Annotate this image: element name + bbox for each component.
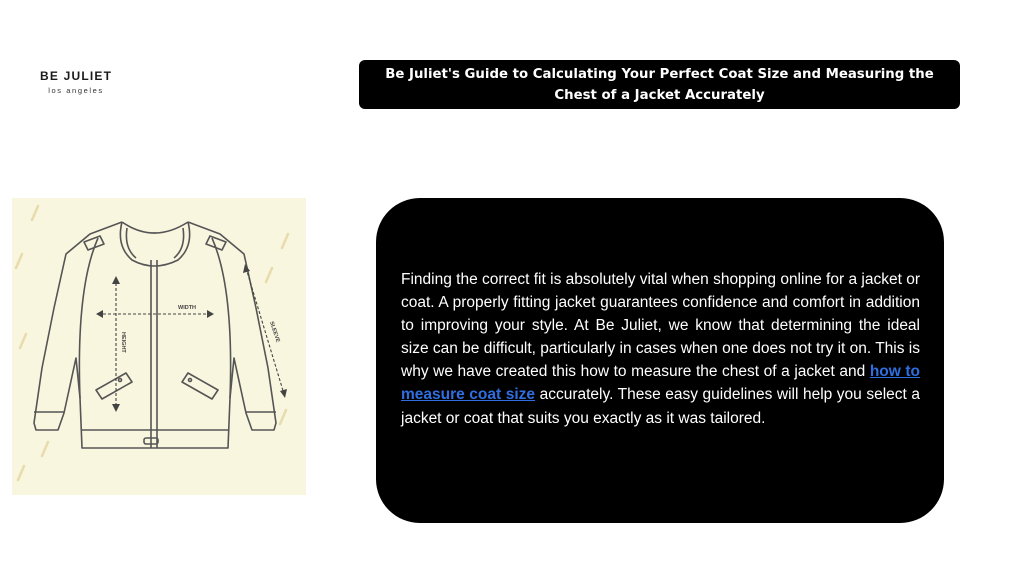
body-paragraph xyxy=(401,268,920,430)
title-banner xyxy=(359,60,960,109)
brand-tagline: los angeles xyxy=(48,86,104,95)
height-label: HEIGHT xyxy=(120,332,126,353)
width-label: WIDTH xyxy=(178,305,197,311)
brand-logo xyxy=(40,69,112,95)
jacket-measurement-diagram-icon xyxy=(12,198,306,495)
page-title: Be Juliet's Guide to Calculating Your Perfect Coat Size and Measuring the Chest of a Jacket Accurately xyxy=(385,66,934,103)
coat-size-link[interactable]: how to measure coat size xyxy=(401,363,920,404)
content-panel xyxy=(376,198,944,523)
jacket-illustration xyxy=(12,198,306,495)
sleeve-label: SLEEVE xyxy=(268,320,281,344)
body-text-intro: Finding the correct fit is absolutely vital when shopping online for a jacket or coat. A properly fitting jacket guarantees confidence and comfort in addition to improving your style. At Be Juliet, we know that determining the ideal size can be difficult, particularly in cases when one does not try it on. This is why we have created this how to measure the chest of a jacket and xyxy=(401,271,920,381)
body-text-outro: accurately. These easy guidelines will help you select a jacket or coat that suits you exactly as it was tailored. xyxy=(401,386,920,427)
brand-name: BE JULIET xyxy=(40,69,113,83)
